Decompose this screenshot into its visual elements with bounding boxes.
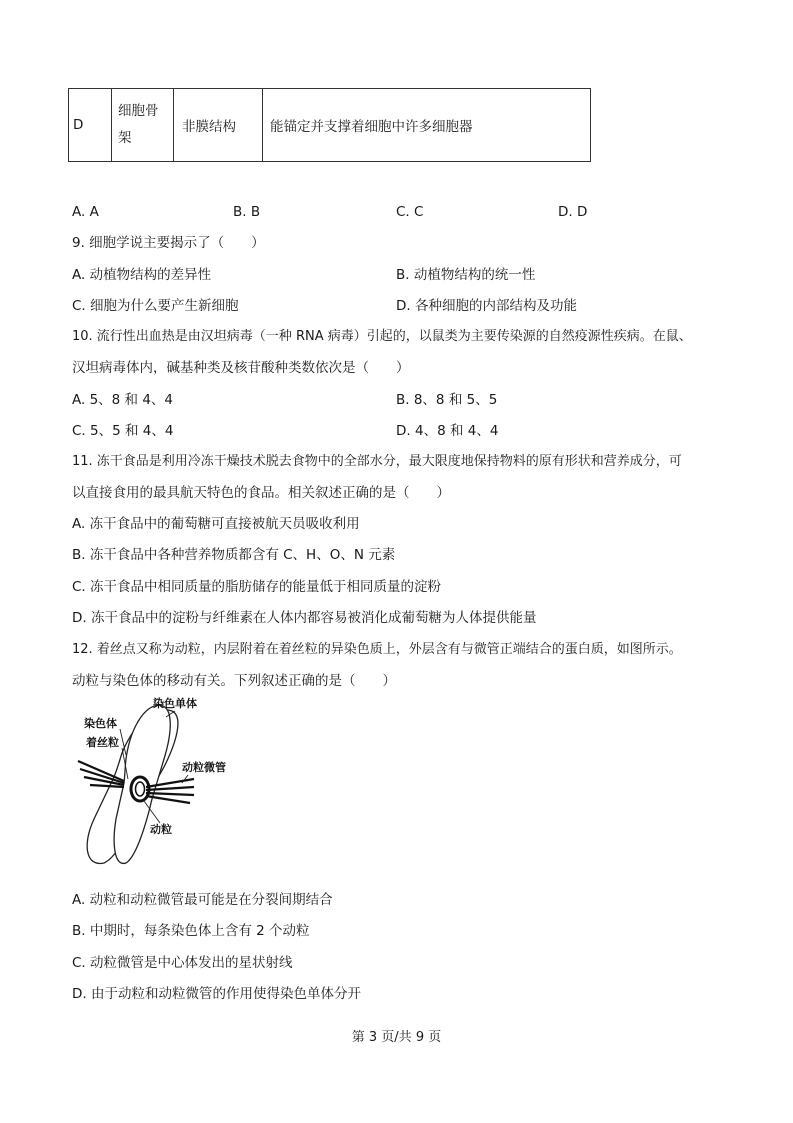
q11-option-d: D. 冻干食品中的淀粉与纤维素在人体内都容易被消化成葡萄糖为人体提供能量 [72, 610, 537, 626]
q10-option-d: D. 4、8 和 4、4 [396, 423, 499, 439]
q12-stem-line-2: 动粒与染色体的移动有关。下列叙述正确的是（ ） [72, 673, 396, 689]
q12-stem-line-1: 12. 着丝点又称为动粒，内层附着在着丝粒的异染色质上，外层含有与微管正端结合的蛋白质，如图所示。 [72, 642, 682, 657]
q11-stem-line-2: 以直接食用的最具航天特色的食品。相关叙述正确的是（ ） [72, 485, 450, 501]
table-cell-structure [112, 89, 174, 162]
q8-option-b: B. B [233, 204, 261, 220]
label-chromosome: 染色体 [84, 717, 117, 730]
table-cell-function: 能锚定并支撑着细胞中许多细胞器 [263, 89, 591, 162]
q10-option-b: B. 8、8 和 5、5 [396, 392, 498, 408]
q10-stem-line-2: 汉坦病毒体内，碱基种类及核苷酸种类数依次是（ ） [72, 360, 410, 376]
chromosome-figure [70, 695, 270, 873]
q8-option-d: D. D [558, 204, 588, 220]
q10-option-c: C. 5、5 和 4、4 [72, 423, 174, 439]
q12-option-b: B. 中期时，每条染色体上含有 2 个动粒 [72, 923, 310, 939]
structure-line-1: 细胞骨 [118, 103, 159, 119]
structure-line-2: 架 [118, 130, 132, 146]
cell-structure-table [68, 88, 591, 162]
q11-stem-line-1: 11. 冻干食品是利用冷冻干燥技术脱去食物中的全部水分，最大限度地保持物料的原有形状和营养成分，可 [72, 454, 682, 469]
q9-option-a: A. 动植物结构的差异性 [72, 267, 212, 283]
q9-stem: 9. 细胞学说主要揭示了（ ） [72, 235, 265, 251]
table-cell-membrane: 非膜结构 [174, 89, 263, 162]
q8-option-c: C. C [396, 204, 424, 220]
label-chromatid: 染色单体 [153, 697, 197, 710]
q9-option-b: B. 动植物结构的统一性 [396, 267, 536, 283]
table-cell-letter: D [69, 89, 112, 162]
q12-option-d: D. 由于动粒和动粒微管的作用使得染色单体分开 [72, 986, 361, 1002]
q11-option-b: B. 冻干食品中各种营养物质都含有 C、H、O、N 元素 [72, 547, 396, 563]
label-centromere: 着丝粒 [86, 736, 119, 749]
table-row [69, 89, 591, 162]
q11-option-a: A. 冻干食品中的葡萄糖可直接被航天员吸收利用 [72, 516, 360, 532]
q9-option-c: C. 细胞为什么要产生新细胞 [72, 298, 239, 314]
page-footer: 第 3 页/共 9 页 [351, 1030, 442, 1045]
q8-option-a: A. A [72, 204, 99, 220]
q12-option-a: A. 动粒和动粒微管最可能是在分裂间期结合 [72, 892, 333, 908]
q10-option-a: A. 5、8 和 4、4 [72, 392, 174, 408]
label-microtubule: 动粒微管 [182, 761, 226, 774]
q12-option-c: C. 动粒微管是中心体发出的星状射线 [72, 955, 293, 971]
q9-option-d: D. 各种细胞的内部结构及功能 [396, 298, 577, 314]
q11-option-c: C. 冻干食品中相同质量的脂肪储存的能量低于相同质量的淀粉 [72, 579, 442, 595]
label-kinetochore: 动粒 [150, 823, 172, 836]
q10-stem-line-1: 10. 流行性出血热是由汉坦病毒（一种 RNA 病毒）引起的，以鼠类为主要传染源的自然疫源性疾病。在鼠、 [72, 329, 692, 344]
